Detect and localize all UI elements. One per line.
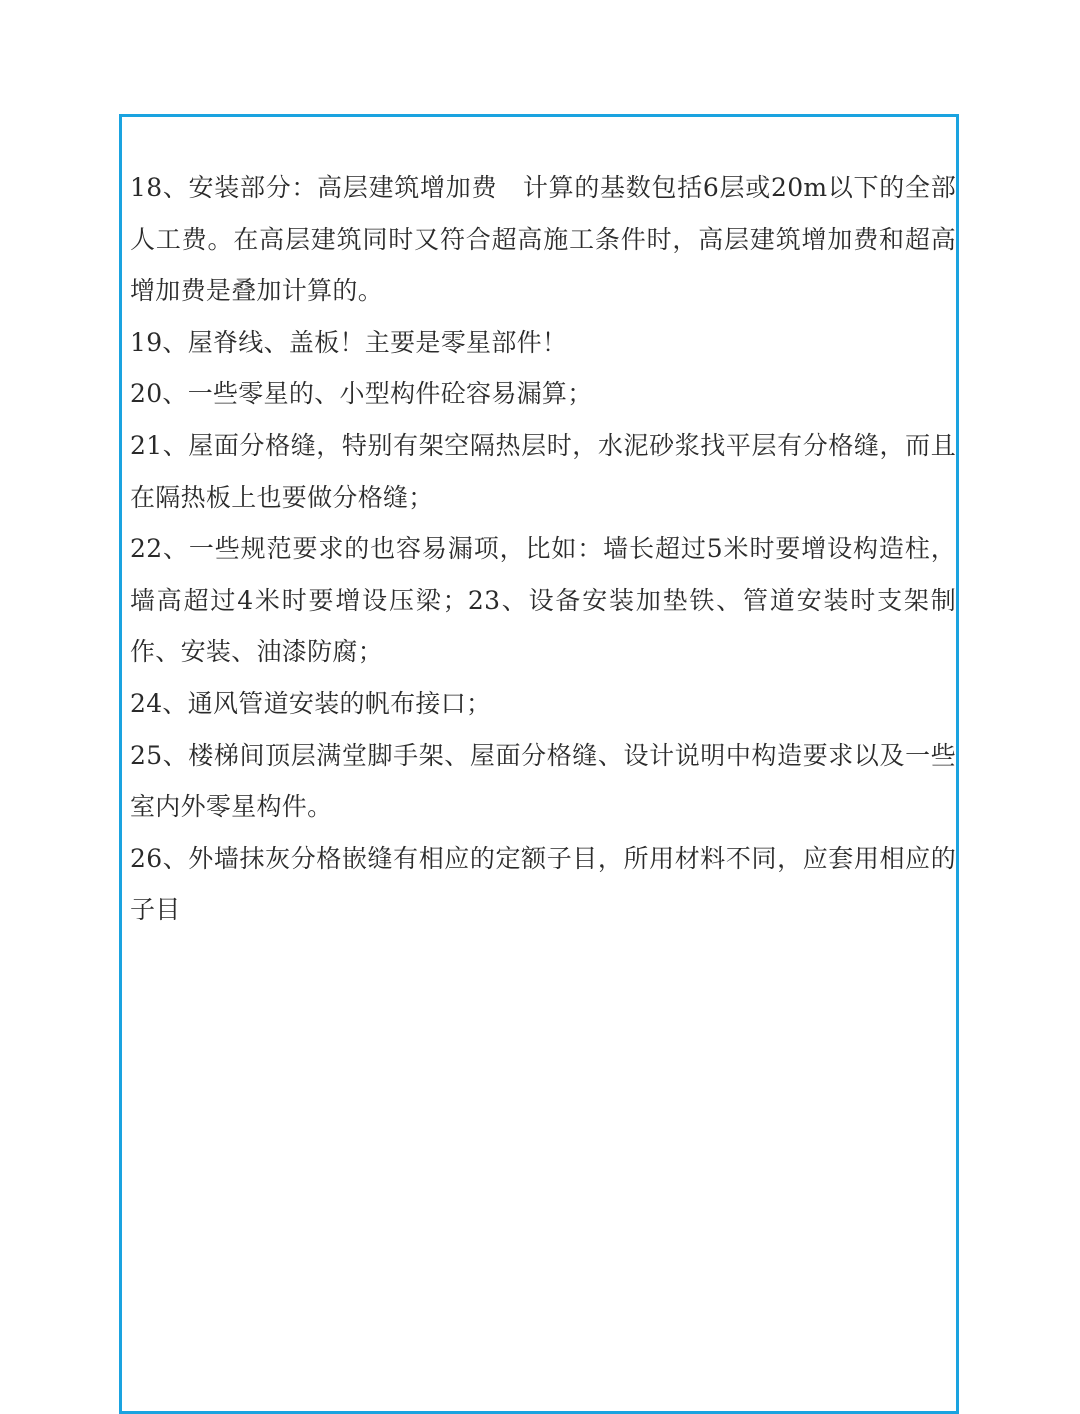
- paragraph-21: 21、屋面分格缝，特别有架空隔热层时，水泥砂浆找平层有分格缝，而且在隔热板上也要做分格缝；: [130, 430, 956, 512]
- paragraph-24: 24、通风管道安装的帆布接口；: [130, 688, 492, 718]
- paragraph-20: 20、一些零星的、小型构件砼容易漏算；: [130, 379, 593, 409]
- paragraph-25: 25、楼梯间顶层满堂脚手架、屋面分格缝、设计说明中构造要求以及一些室内外零星构件。: [130, 740, 956, 822]
- paragraph-22-23: 22、一些规范要求的也容易漏项，比如：墙长超过5米时要增设构造柱，墙高超过4米时要增设压梁；23、设备安装加垫铁、管道安装时支架制作、安装、油漆防腐；: [130, 534, 956, 667]
- document-body: [130, 162, 956, 936]
- paragraph-18: 18、安装部分：高层建筑增加费 计算的基数包括6层或20m以下的全部人工费。在高层建筑同时又符合超高施工条件时，高层建筑增加费和超高增加费是叠加计算的。: [130, 173, 956, 306]
- paragraph-19: 19、屋脊线、盖板！主要是零星部件！: [130, 327, 568, 357]
- paragraph-26: 26、外墙抹灰分格嵌缝有相应的定额子目，所用材料不同，应套用相应的子目: [130, 843, 956, 925]
